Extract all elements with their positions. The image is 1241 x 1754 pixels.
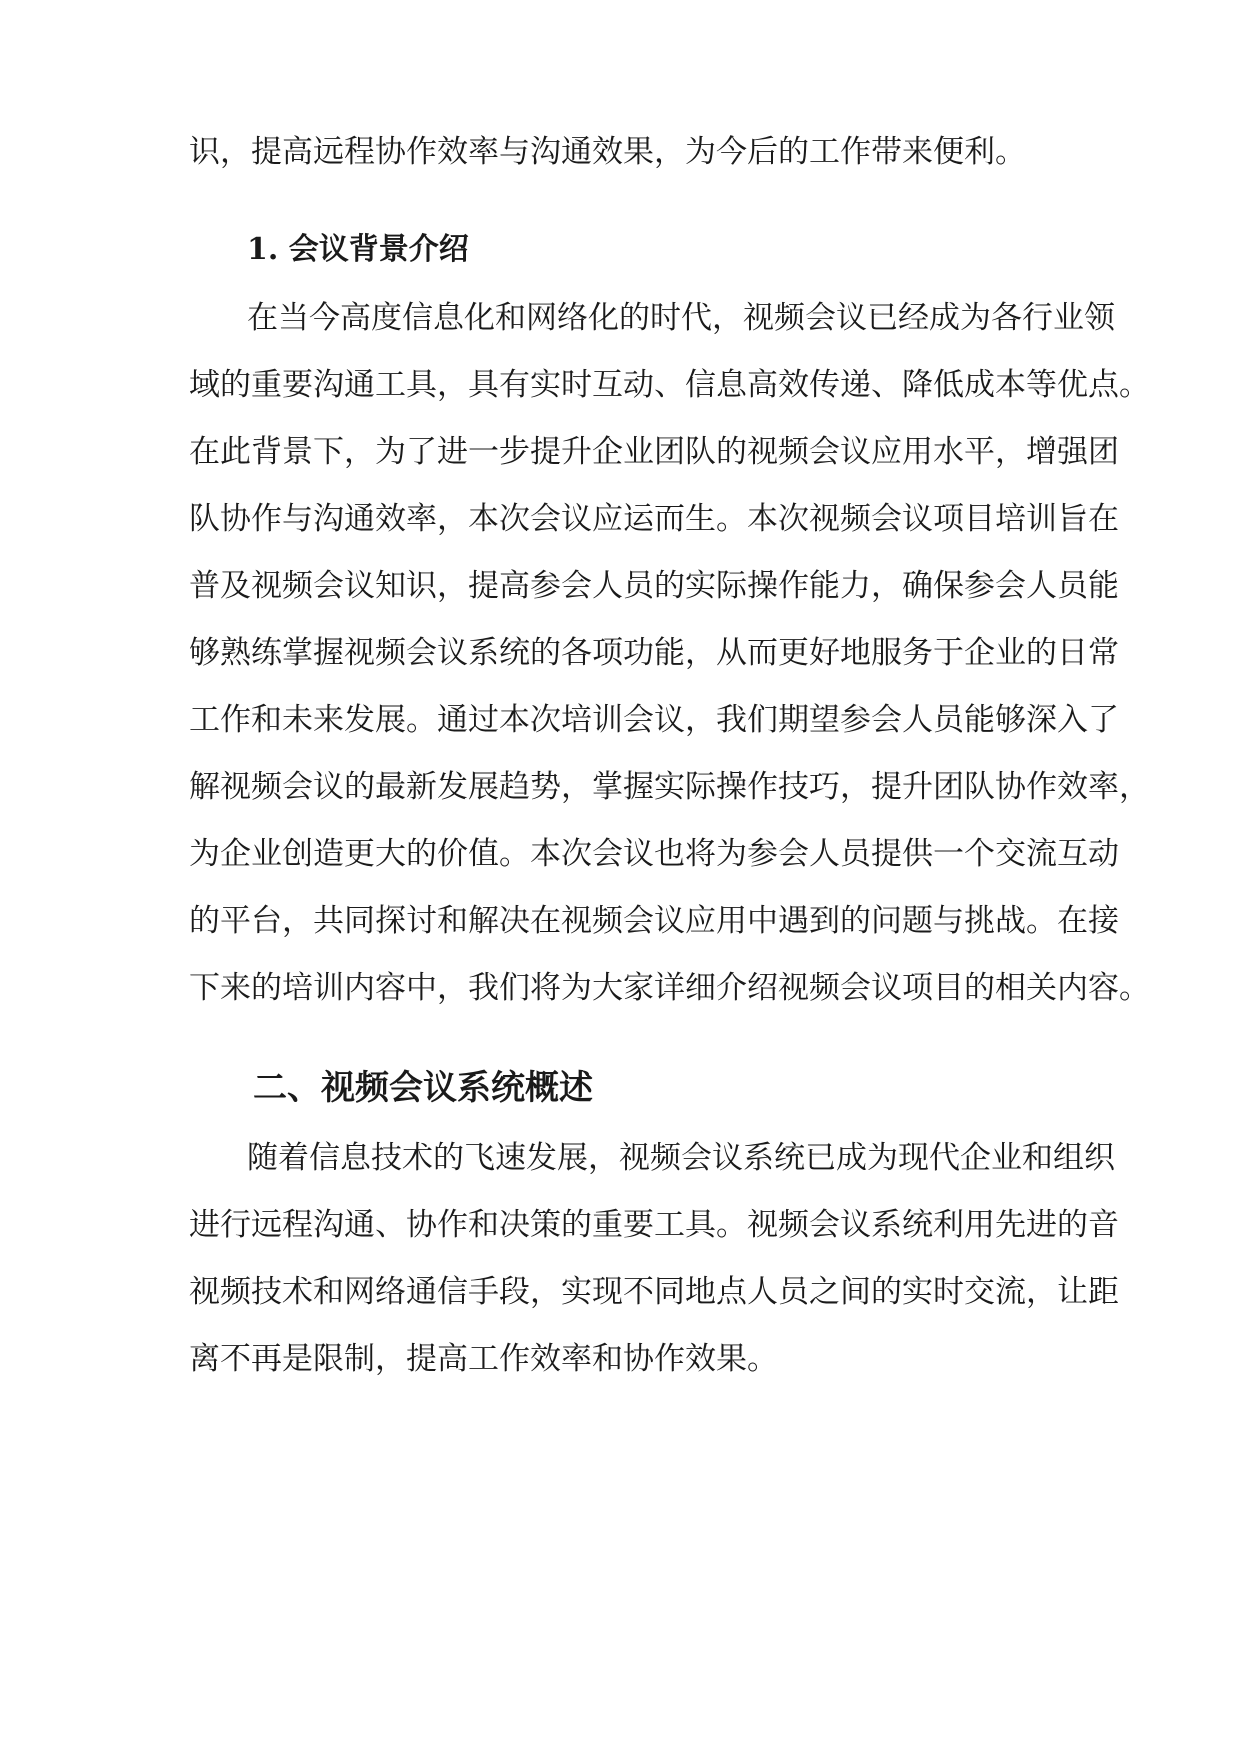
paragraph-line: 普及视频会议知识，提高参会人员的实际操作能力，确保参会人员能 <box>189 568 1119 604</box>
section-heading-1: 1. 会议背景介绍 <box>247 232 469 267</box>
paragraph-line: 在当今高度信息化和网络化的时代，视频会议已经成为各行业领 <box>247 300 1115 336</box>
paragraph-line: 视频技术和网络通信手段，实现不同地点人员之间的实时交流，让距 <box>189 1274 1119 1310</box>
paragraph-line: 队协作与沟通效率，本次会议应运而生。本次视频会议项目培训旨在 <box>189 501 1119 537</box>
paragraph-line: 随着信息技术的飞速发展，视频会议系统已成为现代企业和组织 <box>247 1140 1115 1176</box>
paragraph-line: 为企业创造更大的价值。本次会议也将为参会人员提供一个交流互动 <box>189 836 1119 872</box>
paragraph-line: 工作和未来发展。通过本次培训会议，我们期望参会人员能够深入了 <box>189 702 1119 738</box>
paragraph-line: 离不再是限制，提高工作效率和协作效果。 <box>189 1341 778 1377</box>
paragraph-line: 在此背景下，为了进一步提升企业团队的视频会议应用水平，增强团 <box>189 434 1119 470</box>
paragraph-line: 够熟练掌握视频会议系统的各项功能，从而更好地服务于企业的日常 <box>189 635 1119 671</box>
paragraph-line: 域的重要沟通工具，具有实时互动、信息高效传递、降低成本等优点。 <box>189 367 1150 403</box>
paragraph-line: 下来的培训内容中，我们将为大家详细介绍视频会议项目的相关内容。 <box>189 970 1150 1006</box>
paragraph-line: 解视频会议的最新发展趋势，掌握实际操作技巧，提升团队协作效率， <box>189 769 1150 805</box>
paragraph-line: 进行远程沟通、协作和决策的重要工具。视频会议系统利用先进的音 <box>189 1207 1119 1243</box>
section-heading-2: 二、视频会议系统概述 <box>253 1068 593 1108</box>
paragraph-line: 的平台，共同探讨和解决在视频会议应用中遇到的问题与挑战。在接 <box>189 903 1119 939</box>
paragraph-line: 识，提高远程协作效率与沟通效果，为今后的工作带来便利。 <box>189 134 1026 170</box>
